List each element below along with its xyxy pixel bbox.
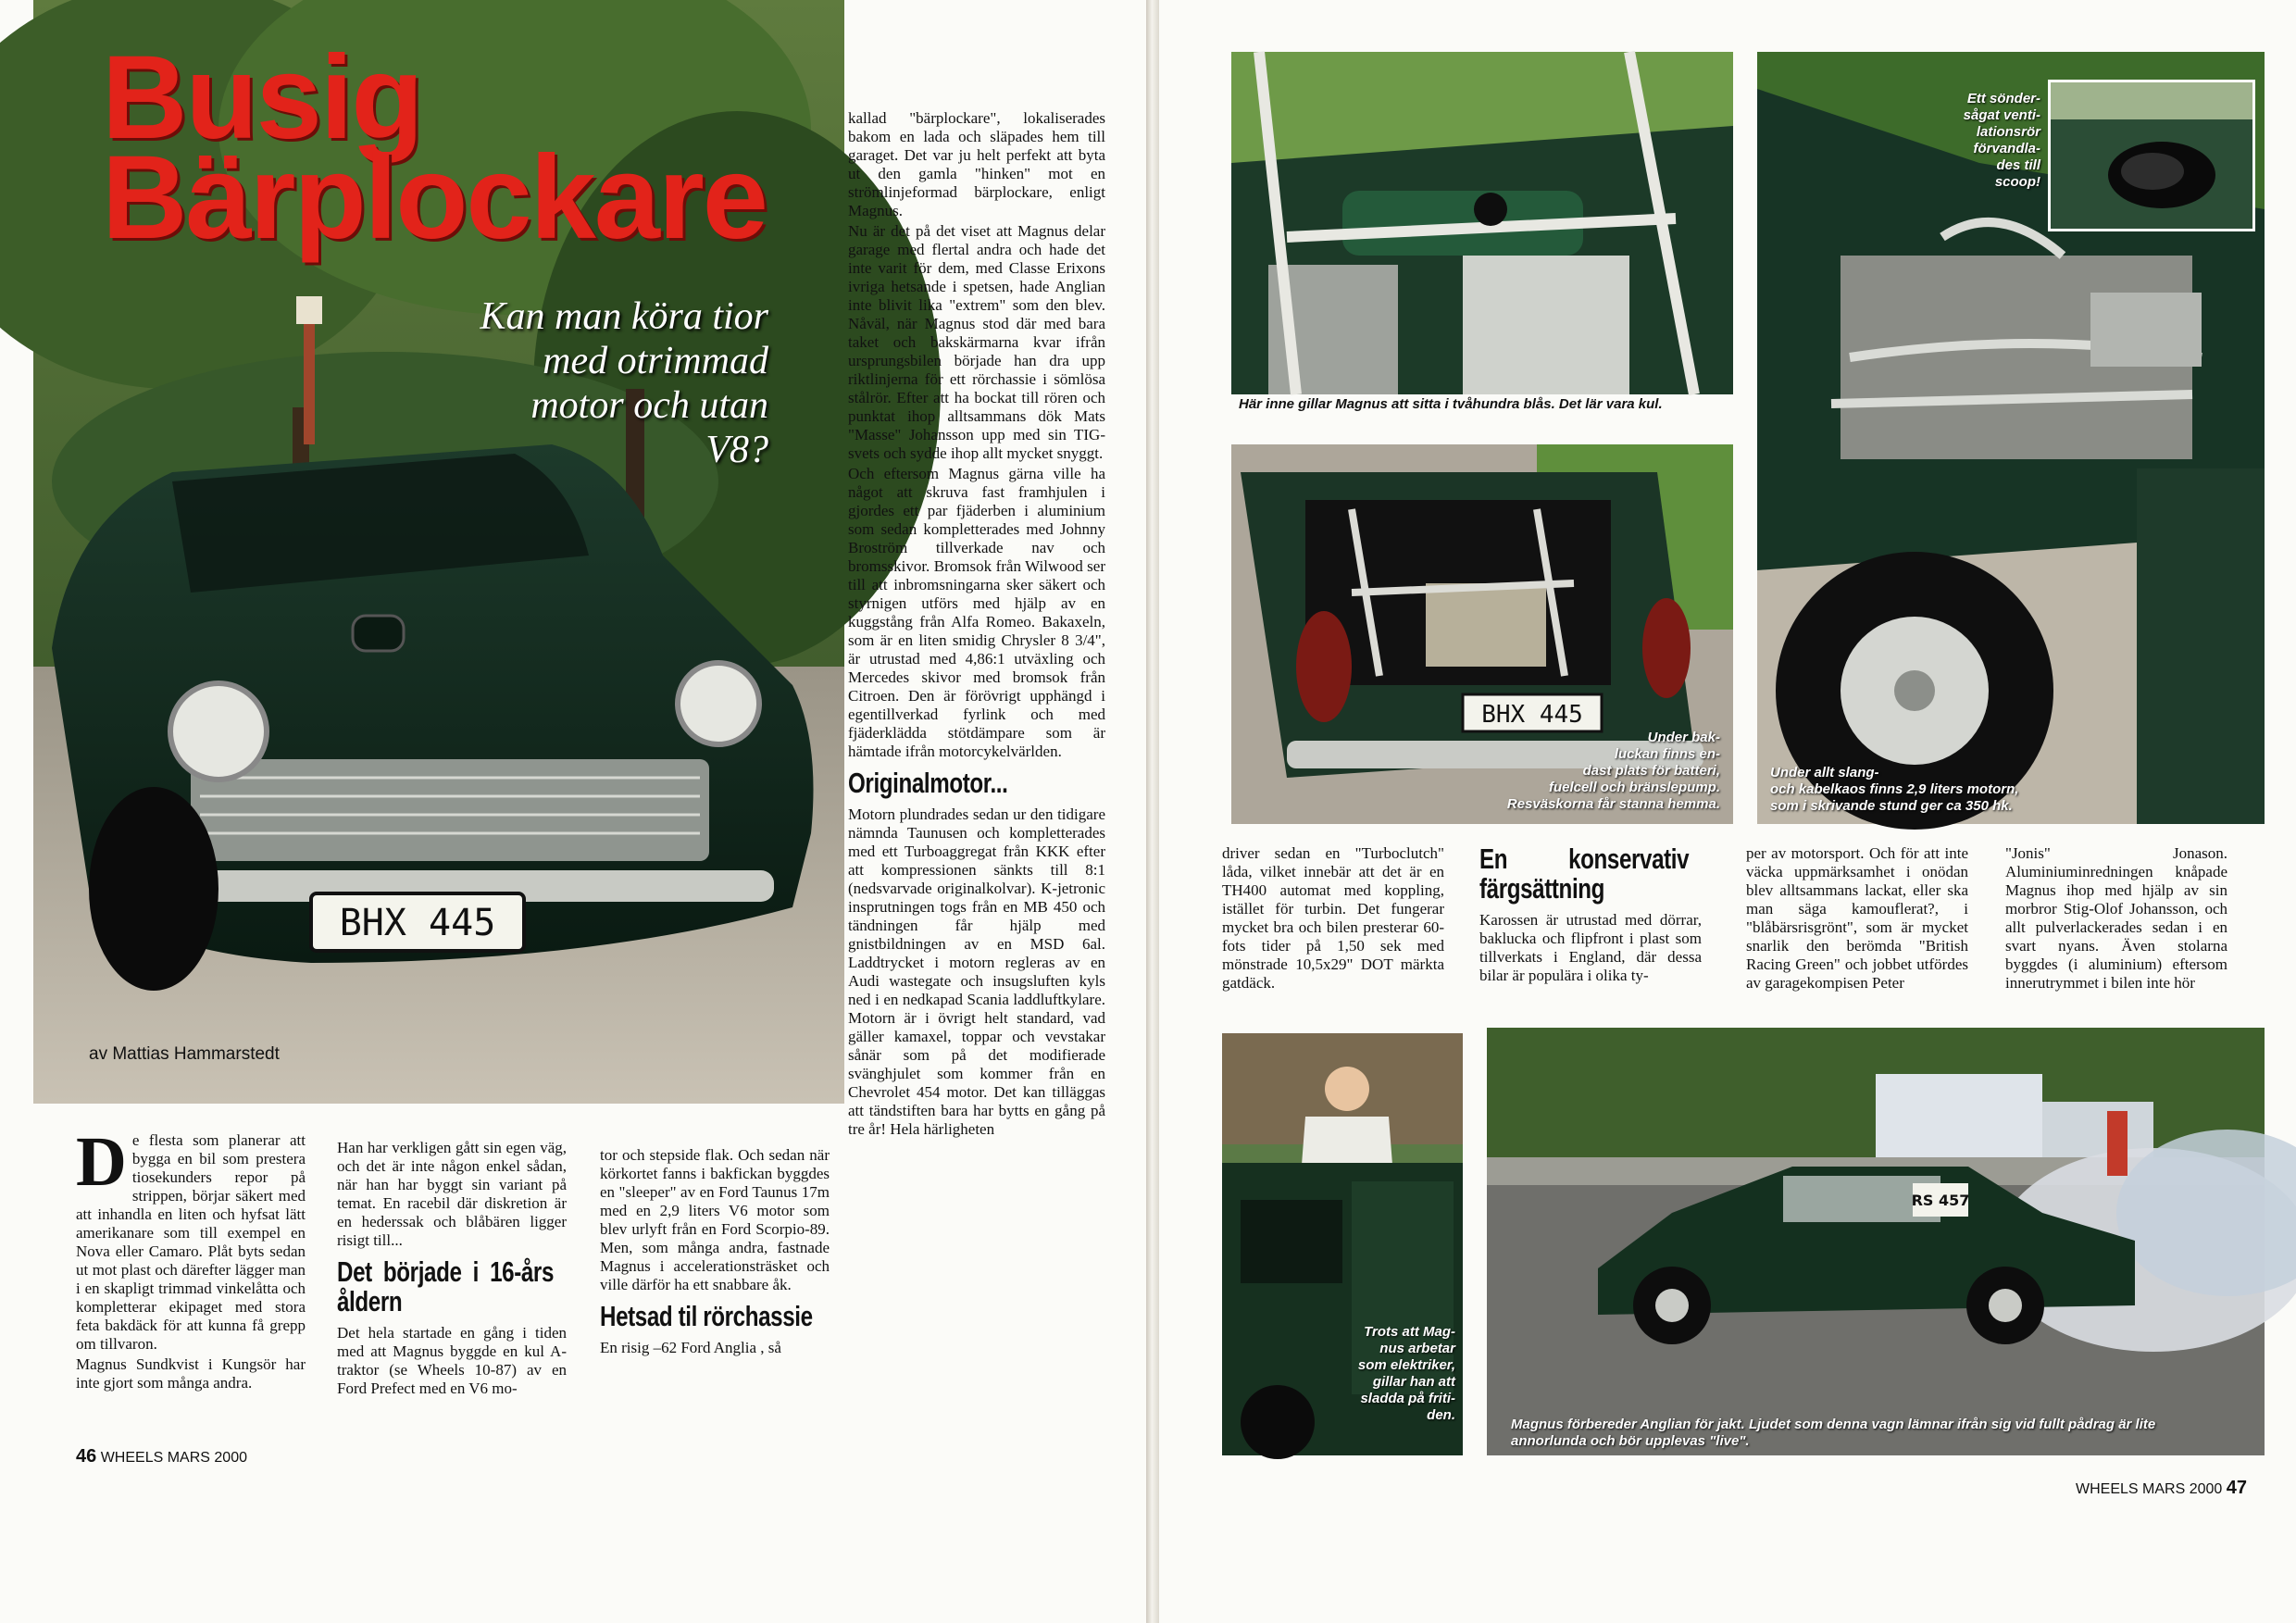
caption-burnout: Magnus förbereder Anglian för jakt. Ljudet som denna vagn lämnar ifrån sig vid fullt pådrag är lite annorlunda och bör upplevas "live". xyxy=(1511,1417,2156,1449)
interior-photo xyxy=(1231,52,1733,412)
caption-engine: Under allt slang- och kabelkaos finns 2,9 liters motorn, som i skrivande stund ger ca 350 hk. xyxy=(1770,765,2019,814)
page-number: 46 xyxy=(76,1446,97,1467)
scoop-inset-photo xyxy=(2048,80,2255,231)
byline: av Mattias Hammarstedt xyxy=(89,1044,280,1064)
right-page xyxy=(1159,0,2296,1623)
left-column-3 xyxy=(600,1146,830,1359)
roll-cage-interior-image xyxy=(1231,52,1733,394)
paragraph: Motorn plundrades sedan ur den tidigare nämnda Taunusen och kompletterades med ett Turboaggregat från KKK efter att kompressionen sänkts till 8:1 (nedsvarvade originalkolvar). K-jetronic insprutningen togs från en MB 450 och tändningen får hjälp med gnistbildningen av en MSD 6al. Laddtrycket i motorn regleras av en Audi wastegate och insugsluften kyls ned i en nedkapad Scania laddluftkylare. Motorn är i övrigt helt standard, vad gäller kamaxel, toppar och vevstakar sånär som på det modifierade svänghjulet som kommer från en Chevrolet 454 motor. Det kan tilläggas att tändstiften bara har bytts en gång på tre år! Hela härligheten xyxy=(848,805,1105,1138)
trunk-plate-text: BHX 445 xyxy=(1481,701,1583,729)
right-column-4 xyxy=(2005,844,2227,994)
engine-photo xyxy=(1757,52,2265,824)
page-number: 47 xyxy=(2226,1478,2247,1498)
paragraph: tor och stepside flak. Och sedan när körkortet fanns i bakfickan byggdes en "sleeper" av en Ford Taunus 17m med en 2,9 liters V6 motor som blev urlyft från en Ford Scorpio-89. Men, som många andra, fastnade Magnus i accelerationsträsket och ville därför ha ett snabbare åk. xyxy=(600,1146,830,1293)
right-column-3 xyxy=(1746,844,1968,994)
paragraph: En risig –62 Ford Anglia , så xyxy=(600,1339,781,1356)
paragraph: Nu är det på det viset att Magnus delar garage med flertal andra och hade det inte varit för dem, med Classe Erixons ivriga hetsande i spetsen, hade Anglian inte blivit lika "extrem" som den blev. Nåväl, när Magnus stod där med bara taket och bakskärmarna kvar ifrån ursprungsbilen började han dra upp riktlinjerna för ett rörchassie i sömlösa stålrör. Efter att ha bockat till rören och punktat ihop alltsammans dök Mats "Masse" Johansson upp med sin TIG-svets och sydde ihop allt mycket snyggt. xyxy=(848,222,1105,462)
burnout-photo xyxy=(1487,1028,2265,1455)
subhead: En konservativ färgsättning xyxy=(1479,843,1690,905)
subhead: Originalmotor... xyxy=(848,767,1008,799)
subhead: Det började i 16-års åldern xyxy=(337,1255,554,1317)
caption-portrait: Trots att Mag- nus arbetar som elektriker, gillar han att sladda på friti- den. xyxy=(1357,1324,1455,1423)
burnout-strip-image xyxy=(1487,1028,2265,1455)
article-deck: Kan man köra tior med otrimmad motor och utan V8? xyxy=(480,295,768,471)
left-column-2 xyxy=(337,1139,567,1400)
paragraph: Och eftersom Magnus gärna ville ha något att skruva fast framhjulen i gjordes ett par fjäderben i aluminium som sedan kompletterades med Johnny Broström tillverkade nav och bromsskivor. Bromsok från Wilwood ser till att inbromsningarna sker säkert och styrnigen utförs med hjälp av en kuggstång från Alfa Romeo. Bakaxeln, som är en liten smidig Chrysler 8 3/4", är utrustad med 4,86:1 utväxling och Mercedes skivor med bromsok från Citroen. Den är förövrigt upphängd i egentillverkad fyrlink och med fjäderklädda stötdämpare som är hämtade ifrån motorcykelvärlden. xyxy=(848,465,1105,760)
left-column-4 xyxy=(848,109,1105,1141)
article-headline: Busig Bärplockare xyxy=(102,31,767,264)
magazine-issue: WHEELS MARS 2000 xyxy=(2076,1481,2223,1497)
paragraph: Karossen är utrustad med dörrar, baklucka och flipfront i plast som tillverkats i England, där dessa bilar är populära i olika ty- xyxy=(1479,911,1702,984)
caption-scoop: Ett sönder- sågat venti- lationsrör förvandla- des till scoop! xyxy=(1963,91,2040,190)
subhead: Hetsad til rörchassie xyxy=(600,1300,813,1332)
portrait-photo xyxy=(1222,1033,1463,1455)
paragraph: e flesta som planerar att bygga en bil som prestera tiosekunders repor på strippen, börjar säkert med att inhandla en liten och hyfsat lätt amerikanare som till exempel en Nova eller Camaro. Plåt byts sedan ut mot plast och därefter lägger man i en skapligt trimmad vinkelåtta och kompletterar ekipaget med stora feta bakdäck för att kunna få grepp om tillvaron. xyxy=(76,1131,306,1353)
paragraph: "Jonis" Jonason. Aluminiuminredningen knåpade Magnus ihop med hjälp av sin morbror Stig-Olof Johansson, och allt pulverlackerades sedan i en svart nyans. Även stolarna byggdes (i aluminium) eftersom innerutrymmet i bilen inte hör xyxy=(2005,844,2227,992)
caption-interior: Här inne gillar Magnus att sitta i tvåhundra blås. Det lär vara kul. xyxy=(1239,396,1663,412)
hood-scoop-image xyxy=(2051,82,2252,229)
right-column-1 xyxy=(1222,844,1444,994)
dropcap: D xyxy=(76,1123,127,1201)
paragraph: Det hela startade en gång i tiden med att Magnus byggde en kul A-traktor (se Wheels 10-87) av en Ford Prefect med en V6 mo- xyxy=(337,1324,567,1397)
folio-right xyxy=(2076,1478,2247,1499)
paragraph: Han har verkligen gått sin egen väg, och det är inte någon enkel sådan, när han har byggt sin variant på temat. En racebil där diskretion är en hederssak och blåbären ligger risigt till... xyxy=(337,1139,567,1249)
trunk-photo xyxy=(1231,444,1733,824)
magazine-issue: WHEELS MARS 2000 xyxy=(100,1450,247,1466)
right-column-2 xyxy=(1479,844,1702,987)
caption-trunk: Under bak- luckan finns en- dast plats för batteri, fuelcell och bränslepump. Resväskorna får stanna hemma. xyxy=(1506,730,1720,812)
paragraph: Magnus Sundkvist i Kungsör har inte gjort som många andra. xyxy=(76,1355,306,1392)
paragraph: kallad "bärplockare", lokaliserades bakom en lada och släpades hem till garaget. Det var ju helt perfekt att byta ut den gamla "hinken" mot en strömlinjeformad bärplockare, enligt Magnus. xyxy=(848,109,1105,219)
paragraph: driver sedan en "Turboclutch" låda, vilket innebär att det är en TH400 automat med koppling, istället för turbin. Det fungerar mycket bra och bilen presterar 60-fots tider på 1,50 sek med mönstrade 10,5x29" DOT märkta gatdäck. xyxy=(1222,844,1444,992)
folio-left xyxy=(76,1446,247,1467)
left-column-1 xyxy=(76,1123,306,1394)
paragraph: per av motorsport. Och för att inte väcka uppmärksamhet i onödan blev alltsammans lackat, eller ska man säga kamouflerat?, i "blåbärsrisgrönt", som är mycket snarlik den berömda "British Racing Green" och jobbet utfördes av garagekompisen Peter xyxy=(1746,844,1968,992)
hero-plate-text: BHX 445 xyxy=(339,902,496,944)
race-number-text: RS 457 xyxy=(1911,1192,1970,1209)
